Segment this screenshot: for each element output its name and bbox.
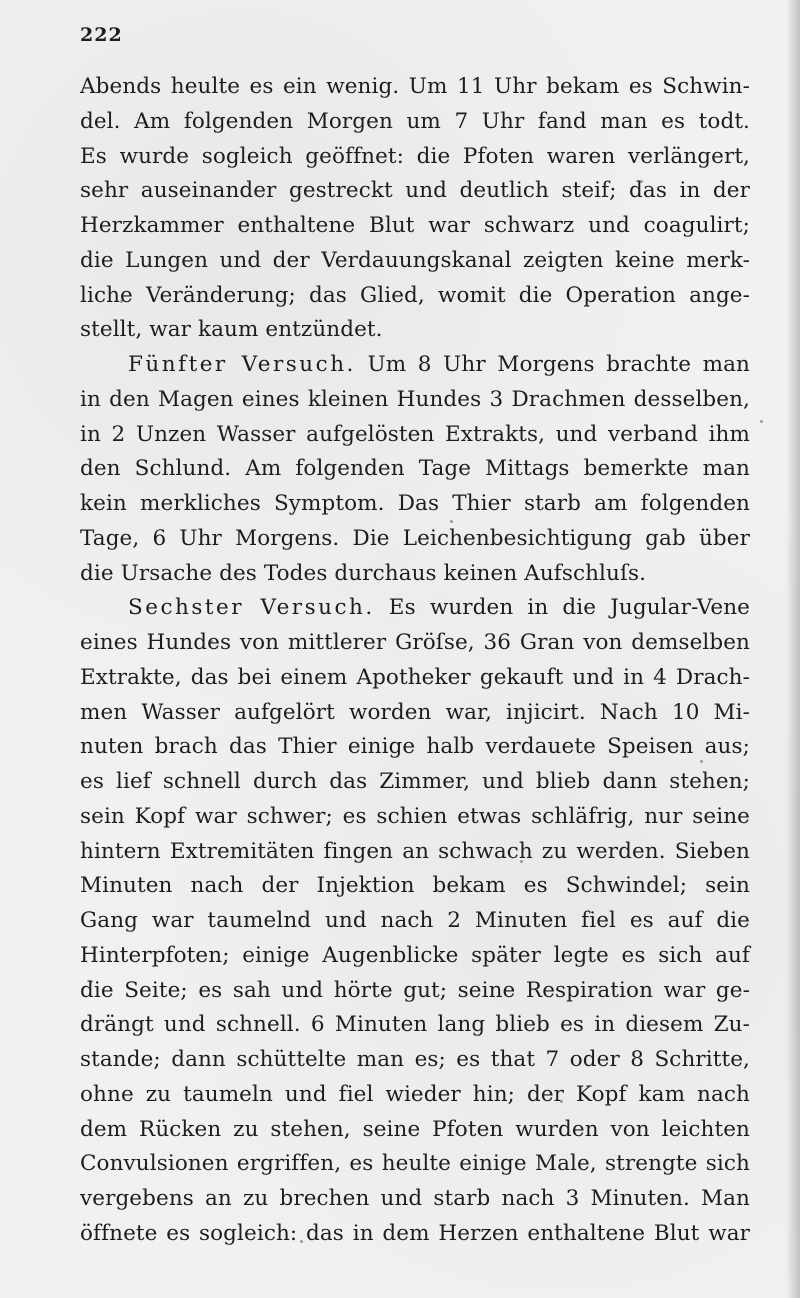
line-text: Minuten nach der Injektion bekam es Schwindel; sein	[80, 873, 750, 899]
line-text: vergebens an zu brechen und starb nach 3 Minuten. Man	[80, 1186, 750, 1211]
text-line	[80, 244, 750, 279]
line-text: Tage, 6 Uhr Morgens. Die Leichenbesichtigung gab über	[80, 525, 750, 551]
line-text: Um 8 Uhr Morgens brachte man	[367, 352, 750, 377]
paper-speck	[700, 760, 703, 763]
line-text: sehr auseinander gestreckt und deutlich steif; das in der	[80, 178, 750, 204]
text-line	[80, 105, 750, 140]
text-line	[80, 522, 750, 557]
text-line	[80, 557, 750, 592]
text-line	[80, 696, 750, 731]
line-text: nuten brach das Thier einige halb verdauete Speisen aus;	[80, 734, 750, 760]
text-line	[80, 1113, 750, 1148]
text-line	[80, 591, 750, 626]
page-edge-shadow	[786, 0, 800, 1298]
text-line	[80, 1147, 750, 1182]
paper-speck	[640, 180, 643, 183]
line-text: Es wurde sogleich geöffnet: die Pfoten waren verlängert,	[80, 143, 750, 169]
text-line	[80, 800, 750, 835]
line-text: hintern Extremitäten fingen an schwach zu werden. Sieben	[80, 838, 750, 864]
line-text: kein merkliches Symptom. Das Thier starb am folgenden	[80, 491, 750, 516]
line-text: Herzkammer enthaltene Blut war schwarz und coagulirt;	[80, 213, 750, 238]
text-line	[80, 1217, 750, 1252]
text-line	[80, 835, 750, 870]
paper-speck	[560, 1100, 563, 1103]
text-line	[80, 974, 750, 1009]
text-line	[80, 1078, 750, 1113]
line-text: sein Kopf war schwer; es schien etwas schläfrig, nur seine	[80, 803, 750, 829]
line-text: in 2 Unzen Wasser aufgelösten Extrakts, und verband ihm	[80, 421, 750, 447]
line-text: liche Veränderung; das Glied, womit die Operation ange-	[80, 282, 750, 308]
text-line	[80, 348, 750, 383]
text-line	[80, 661, 750, 696]
line-text: stellt, war kaum entzündet.	[80, 317, 383, 343]
experiment-heading: Sechster Versuch.	[128, 595, 375, 621]
line-text: eines Hundes von mittlerer Gröſse, 36 Gran von demselben	[80, 630, 750, 655]
body-text	[80, 70, 750, 1252]
text-line	[80, 730, 750, 765]
text-line	[80, 939, 750, 974]
page-number: 222	[80, 24, 123, 46]
paper-speck	[90, 980, 93, 983]
line-text: in den Magen eines kleinen Hundes 3 Drachmen desselben,	[80, 386, 750, 412]
text-line	[80, 626, 750, 661]
paper-speck	[760, 420, 763, 423]
text-line	[80, 313, 750, 348]
text-line	[80, 904, 750, 939]
line-text: es lief schnell durch das Zimmer, und blieb dann stehen;	[80, 769, 750, 794]
line-text: Gang war taumelnd und nach 2 Minuten fiel es auf die	[80, 908, 750, 933]
text-line	[80, 869, 750, 904]
line-text: dem Rücken zu stehen, seine Pfoten wurden von leichten	[80, 1116, 750, 1142]
line-text: del. Am folgenden Morgen um 7 Uhr fand man es todt.	[80, 108, 750, 134]
text-line	[80, 1182, 750, 1217]
line-text: den Schlund. Am folgenden Tage Mittags bemerkte man	[80, 456, 750, 482]
text-line	[80, 279, 750, 314]
line-text: die Lungen und der Verdauungskanal zeigten keine merk-	[80, 247, 750, 273]
text-line	[80, 140, 750, 175]
text-line	[80, 1008, 750, 1043]
paper-speck	[450, 520, 453, 523]
line-text: stande; dann schüttelte man es; es that 7 oder 8 Schritte,	[80, 1047, 750, 1072]
experiment-heading: Fünfter Versuch.	[128, 352, 356, 377]
line-text: drängt und schnell. 6 Minuten lang blieb es in diesem Zu-	[80, 1012, 750, 1038]
text-line	[80, 70, 750, 105]
text-line	[80, 383, 750, 418]
paper-speck	[300, 1240, 303, 1243]
text-line	[80, 1043, 750, 1078]
line-text: Extrakte, das bei einem Apotheker gekauft und in 4 Drach-	[80, 664, 750, 690]
line-text: men Wasser aufgelört worden war, injicirt. Nach 10 Mi-	[80, 699, 750, 725]
paper-speck	[210, 640, 213, 643]
line-text: Convulsionen ergriffen, es heulte einige Male, strengte sich	[80, 1151, 750, 1177]
line-text: Es wurden in die Jugular-Vene	[388, 595, 750, 621]
text-line	[80, 418, 750, 453]
line-text: die Ursache des Todes durchaus keinen Aufschluſs.	[80, 560, 647, 586]
text-line	[80, 765, 750, 800]
line-text: ohne zu taumeln und fiel wieder hin; der Kopf kam nach	[80, 1081, 750, 1107]
text-line	[80, 487, 750, 522]
paper-speck	[520, 860, 523, 863]
text-line	[80, 452, 750, 487]
text-line	[80, 174, 750, 209]
line-text: Abends heulte es ein wenig. Um 11 Uhr bekam es Schwin-	[80, 74, 750, 99]
line-text: öffnete es sogleich: das in dem Herzen enthaltene Blut war	[80, 1220, 750, 1246]
line-text: Hinterpfoten; einige Augenblicke später legte es sich auf	[80, 942, 750, 968]
paper-speck	[120, 300, 123, 303]
text-line	[80, 209, 750, 244]
line-text: die Seite; es sah und hörte gut; seine Respiration war ge-	[80, 977, 750, 1003]
